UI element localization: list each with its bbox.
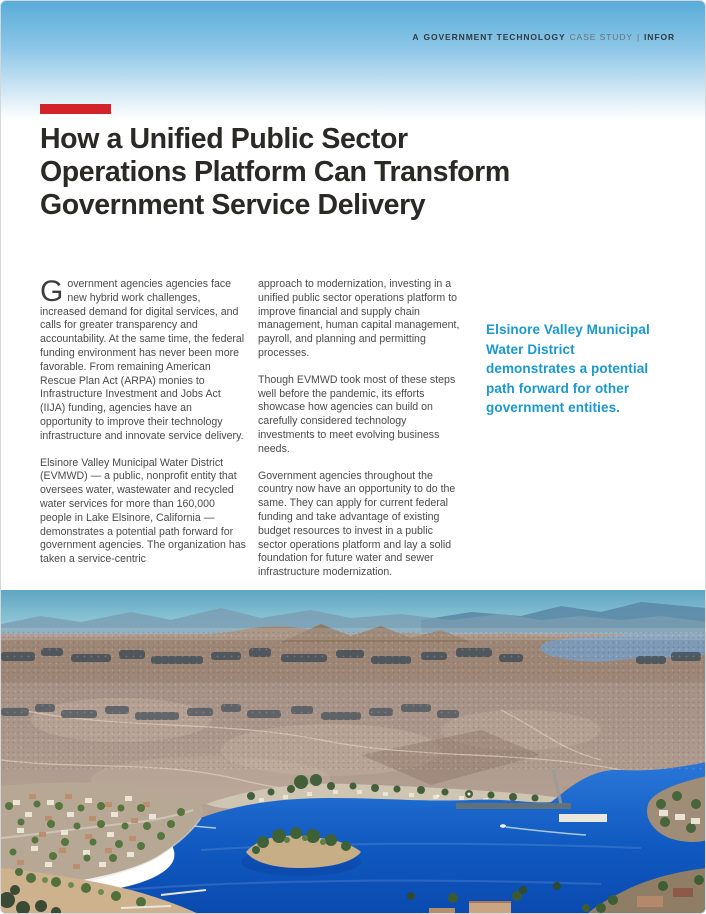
sponsor-infor: INFOR bbox=[644, 32, 675, 42]
red-accent-bar bbox=[40, 104, 111, 114]
body-column-left bbox=[40, 275, 246, 593]
title-line-1: How a Unified Public Sector bbox=[40, 123, 408, 155]
eyebrow bbox=[412, 32, 675, 42]
paragraph-1-text: overnment agencies agencies face new hybrid work challenges, increased demand for digital services, and calls for greater transparency and accountability. At the same time, the federal funding environment has never been more favorable. From remaining American Rescue Plan Act (ARPA) monies to Infrastructure Investment and Jobs Act (IIJA) funding, agencies have an opportunity to improve their technology infrastructure and innovate service delivery. bbox=[40, 278, 245, 442]
title-line-2: Operations Platform Can Transform bbox=[40, 156, 510, 188]
paragraph-1 bbox=[40, 275, 246, 444]
page-title bbox=[40, 123, 670, 222]
photo-haze bbox=[1, 628, 706, 640]
body-column-right bbox=[258, 278, 464, 593]
brand-government-technology: GOVERNMENT TECHNOLOGY bbox=[423, 32, 566, 42]
title-line-3: Government Service Delivery bbox=[40, 189, 426, 221]
eyebrow-divider: | bbox=[636, 32, 641, 42]
paragraph-4: Though EVMWD took most of these steps well before the pandemic, its efforts showcase how agencies can build on carefully considered technology investments to meet evolving business needs. bbox=[258, 373, 456, 455]
header-gradient-band bbox=[1, 1, 706, 119]
drop-cap: G bbox=[40, 275, 64, 308]
paragraph-2: Elsinore Valley Municipal Water District (EVMWD) — a public, nonprofit entity that oversees water, wastewater and recycled water services for more than 160,000 people in Lake Elsinore, California — demonstrates a potential path forward for government agencies. The organization has taken a service-centric bbox=[40, 456, 246, 566]
eyebrow-prefix: A bbox=[412, 32, 420, 42]
eyebrow-label: CASE STUDY bbox=[569, 32, 633, 42]
hero-photo-illustration bbox=[1, 590, 706, 914]
paragraph-5: Government agencies throughout the country now have an opportunity to do the same. They can apply for current federal funding and take advantage of existing budget resources to invest in a public sector operations platform and lay a solid foundation for future water and sewer infrastructure modernization. bbox=[258, 469, 456, 579]
hero-photo bbox=[1, 590, 706, 914]
body-columns bbox=[40, 275, 464, 593]
pull-quote: Elsinore Valley Municipal Water District demonstrates a potential path forward for other government entities. bbox=[486, 322, 650, 415]
paragraph-3: approach to modernization, investing in a unified public sector operations platform to improve financial and supply chain management, human capital management, payroll, and planning and permitting processes. bbox=[258, 278, 460, 359]
